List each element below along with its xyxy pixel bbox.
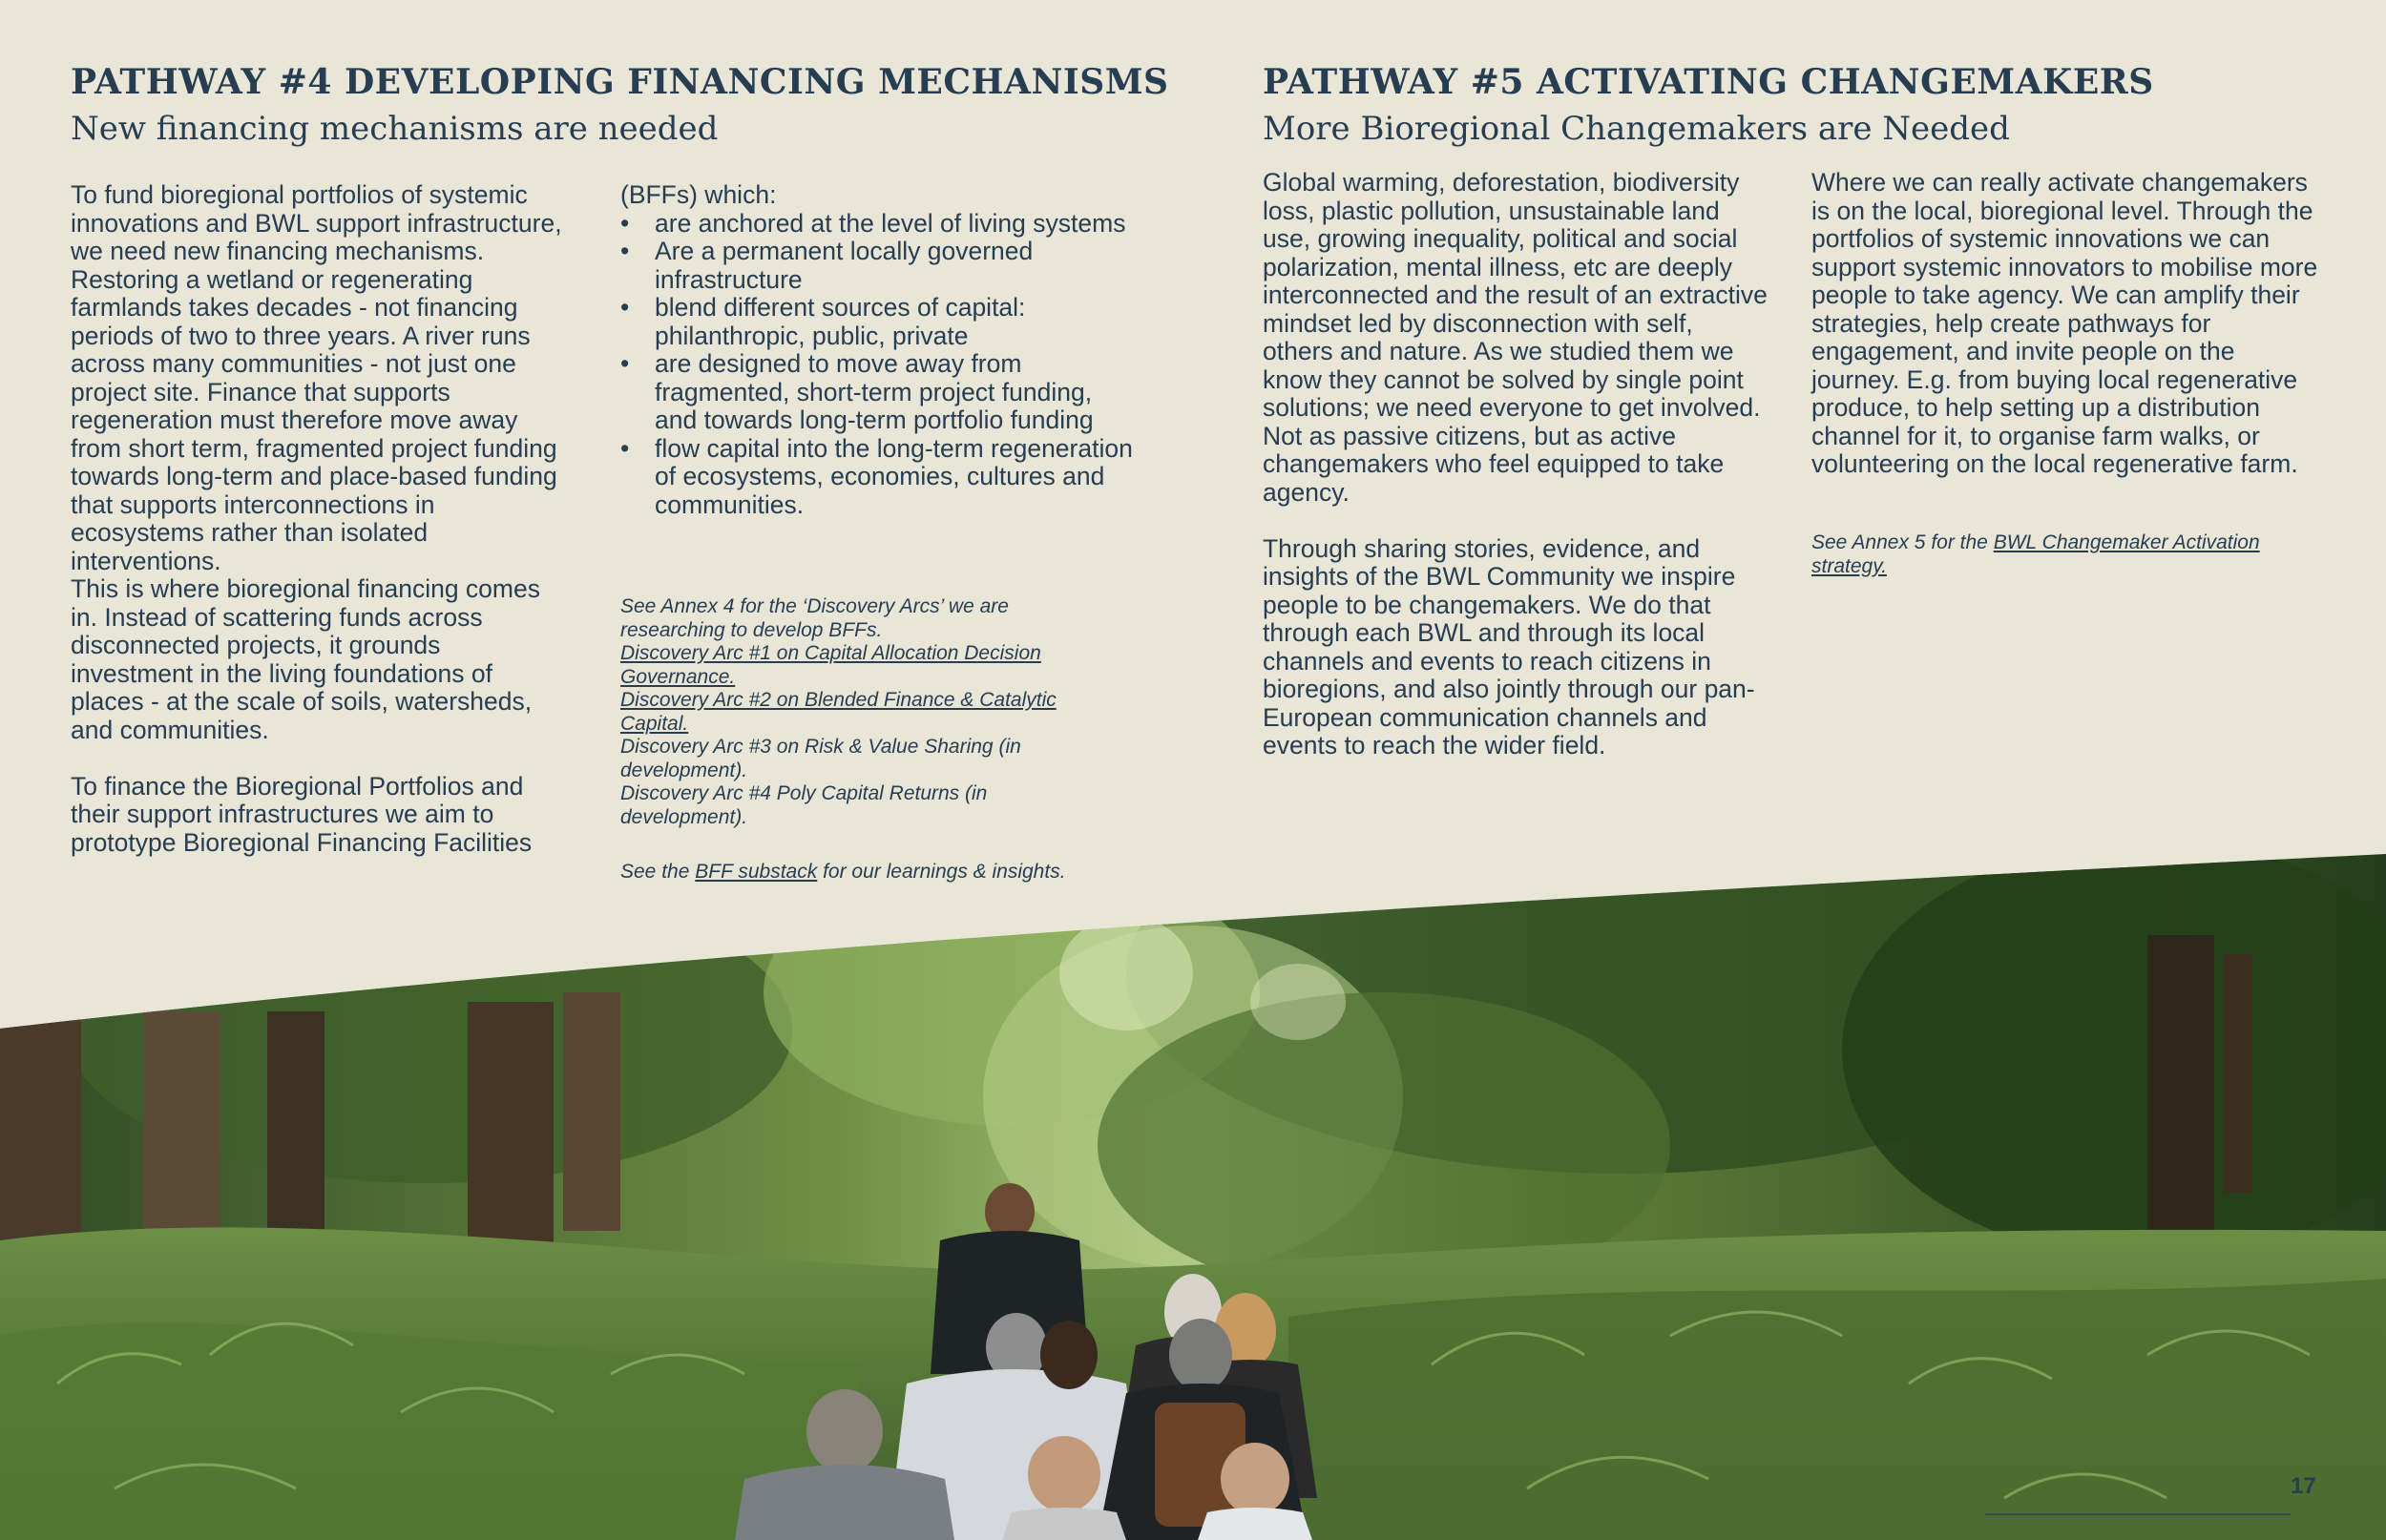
discovery-arc-1-link[interactable]: Discovery Arc #1 on Capital Allocation Decision Governance. — [620, 642, 1041, 688]
pathway4-paragraph: To fund bioregional portfolios of systemic innovations and BWL support infrastructure, we need new financing mechanisms. — [71, 180, 562, 265]
list-item: • are anchored at the level of living systems — [620, 210, 1136, 239]
bff-list — [620, 210, 1136, 520]
pathway4-subtitle: New financing mechanisms are needed — [71, 110, 719, 148]
pathway5-subtitle: More Bioregional Changemakers are Needed — [1263, 110, 2010, 148]
annex5-pre: See Annex 5 for the — [1811, 531, 1994, 553]
list-item: • blend different sources of capital: philanthropic, public, private — [620, 294, 1136, 350]
bff-intro: (BFFs) which: — [620, 180, 777, 209]
pathway5-title: PATHWAY #5 ACTIVATING CHANGEMAKERS — [1263, 62, 2154, 102]
pathway4-paragraph: This is where bioregional financing comes in. Instead of scattering funds across disconnected projects, it grounds investment in the living foundations of places - at the scale of soils, watersheds, and communities. — [71, 574, 540, 744]
pathway5-column1 — [1263, 169, 1769, 760]
pathway5-column2 — [1811, 169, 2327, 479]
pathway4-paragraph: Restoring a wetland or regenerating farmlands takes decades - not financing periods of two to three years. A river runs across many communities - not just one project site. Finance that supports regeneration must therefore move away from short term, fragmented project funding towards long-term and place-based funding that supports interconnections in ecosystems rather than isolated interventions. — [71, 264, 557, 575]
discovery-arcs-note — [620, 595, 1117, 829]
discovery-arc-2-link[interactable]: Discovery Arc #2 on Blended Finance & Catalytic Capital. — [620, 689, 1057, 735]
substack-pre: See the — [620, 861, 696, 883]
substack-note — [620, 861, 1155, 884]
annex5-note — [1811, 531, 2308, 578]
pathway5-paragraph: Where we can really activate changemakers is on the local, bioregional level. Through the portfolios of systemic innovations we can support systemic innovators to mobilise more people to take agency. We can amplify their strategies, help create pathways for engagement, and invite people on the journey. E.g. from buying local regenerative produce, to help setting up a distribution channel for it, to organise farm walks, or volunteering on the local regenerative farm. — [1811, 168, 2318, 478]
discovery-arc-4: Discovery Arc #4 Poly Capital Returns (in development). — [620, 782, 988, 828]
list-item: • Are a permanent locally governed infrastructure — [620, 238, 1136, 294]
discovery-arc-3: Discovery Arc #3 on Risk & Value Sharing (in development). — [620, 736, 1021, 781]
list-item: • flow capital into the long-term regeneration of ecosystems, economies, cultures and communities. — [620, 435, 1136, 520]
pathway5-paragraph: Through sharing stories, evidence, and insights of the BWL Community we inspire people to be changemakers. We do that through each BWL and through its local channels and events to reach citizens in bioregions, and also jointly through our pan-European communication channels and events to reach the wider field. — [1263, 533, 1755, 760]
pathway5-paragraph: Global warming, deforestation, biodiversity loss, plastic pollution, unsustainable land use, growing inequality, political and social polarization, mental illness, etc are deeply interconnected and the result of an extractive mindset led by disconnection with self, others and nature. As we studied them we know they cannot be solved by single point solutions; we need everyone to get involved. Not as passive citizens, but as active changemakers who feel equipped to take agency. — [1263, 168, 1768, 507]
page-number: 17 — [2291, 1473, 2316, 1499]
bff-substack-link[interactable]: BFF substack — [695, 861, 818, 883]
footer-divider — [1985, 1513, 2291, 1515]
annex4-note: See Annex 4 for the ‘Discovery Arcs’ we are researching to develop BFFs. — [620, 595, 1009, 641]
pathway4-title: PATHWAY #4 DEVELOPING FINANCING MECHANISMS — [71, 62, 1169, 102]
changemaker-strategy-link[interactable]: BWL Changemaker Activation strategy. — [1811, 531, 2260, 577]
pathway4-column1 — [71, 181, 567, 857]
pathway4-paragraph: To finance the Bioregional Portfolios and their support infrastructures we aim to prototype Bioregional Financing Facilities — [71, 771, 533, 857]
pathway4-column2 — [620, 181, 1136, 519]
list-item: • are designed to move away from fragmented, short-term project funding, and towards long-term portfolio funding — [620, 350, 1136, 435]
substack-post: for our learnings & insights. — [817, 861, 1066, 883]
